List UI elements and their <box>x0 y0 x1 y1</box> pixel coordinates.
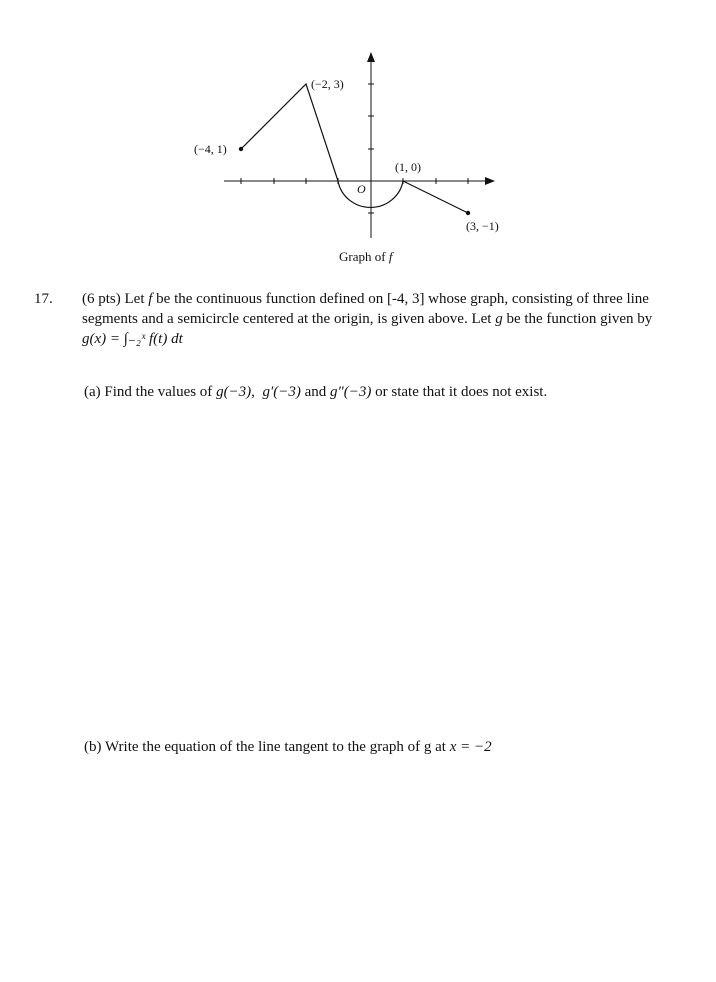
part-b: (b) Write the equation of the line tangent to the graph of g at x = −2 <box>84 739 492 755</box>
problem-points: (6 pts) <box>82 291 121 307</box>
origin-label: O <box>357 182 366 196</box>
graph-of-f <box>0 0 716 280</box>
label-point-c: (1, 0) <box>395 160 421 174</box>
point-left-end <box>239 147 243 151</box>
definition-formula: g(x) = ∫₋₂ˣ f(t) dt <box>82 331 183 347</box>
figure-caption: Graph of f <box>339 249 393 264</box>
label-point-d: (3, −1) <box>466 219 499 233</box>
label-point-a: (−4, 1) <box>194 142 227 156</box>
part-a: (a) Find the values of g(−3), g′(−3) and g″(−3) or state that it does not exist. <box>84 384 548 400</box>
problem-number: 17. <box>34 291 53 307</box>
segment-right <box>403 181 468 213</box>
point-right-end <box>466 211 470 215</box>
problem-statement: 17. (6 pts) Let f be the continuous function defined on [-4, 3] whose graph, consisting of three line segments and a semicircle centered at the origin, is given above. Let g be the function given by g(x) = ∫₋₂ˣ f(t) dt <box>34 291 653 347</box>
x-axis-arrow <box>485 177 495 185</box>
label-point-b: (−2, 3) <box>311 77 344 91</box>
segment-left <box>241 84 338 181</box>
y-axis-arrow <box>367 52 375 62</box>
